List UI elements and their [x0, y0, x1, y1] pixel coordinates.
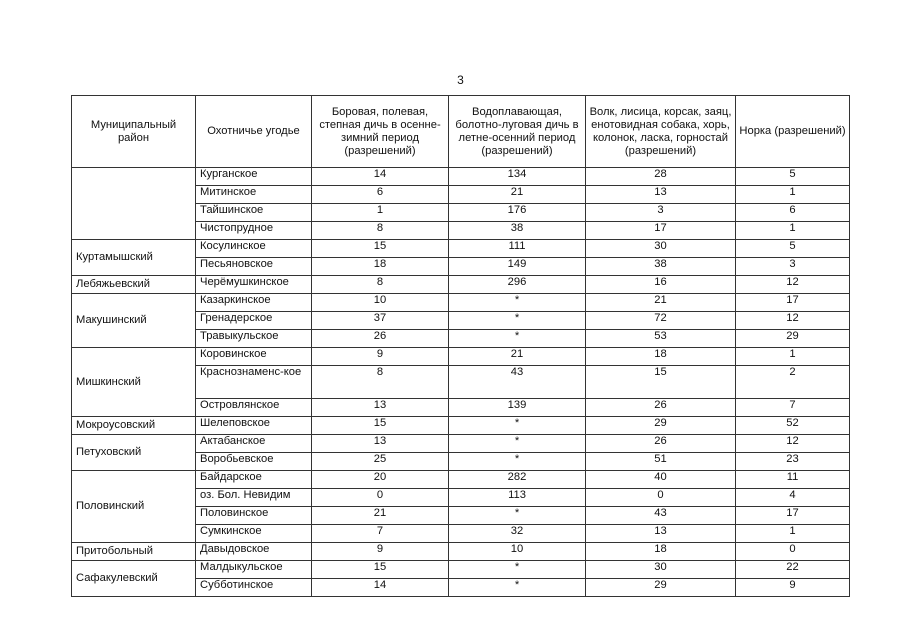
- mink-cell: 11: [736, 471, 850, 489]
- mink-cell: 22: [736, 561, 850, 579]
- upland-game-cell: 6: [312, 186, 449, 204]
- table-row: [72, 276, 850, 294]
- district-cell: [72, 168, 196, 240]
- upland-game-cell: 37: [312, 312, 449, 330]
- table-row: [72, 240, 850, 258]
- header-upland-game: Боровая, полевая, степная дичь в осенне-зимний период (разрешений): [312, 96, 449, 168]
- upland-game-cell: 21: [312, 507, 449, 525]
- upland-game-cell: 13: [312, 399, 449, 417]
- fur-animals-cell: 15: [586, 366, 736, 399]
- header-waterfowl: Водоплавающая, болотно-луговая дичь в летне-осенний период (разрешений): [449, 96, 586, 168]
- table-row: [72, 417, 850, 435]
- waterfowl-cell: *: [449, 435, 586, 453]
- hunting-ground-cell: Давыдовское: [196, 543, 312, 561]
- hunting-ground-cell: Митинское: [196, 186, 312, 204]
- table-row: [72, 543, 850, 561]
- hunting-ground-cell: Половинское: [196, 507, 312, 525]
- mink-cell: 1: [736, 348, 850, 366]
- waterfowl-cell: 282: [449, 471, 586, 489]
- district-cell: Мокроусовский: [72, 417, 196, 435]
- waterfowl-cell: *: [449, 330, 586, 348]
- upland-game-cell: 0: [312, 489, 449, 507]
- page-number: 3: [457, 73, 464, 87]
- district-cell: Куртамышский: [72, 240, 196, 276]
- mink-cell: 5: [736, 240, 850, 258]
- waterfowl-cell: 176: [449, 204, 586, 222]
- hunting-ground-cell: Островлянское: [196, 399, 312, 417]
- waterfowl-cell: *: [449, 294, 586, 312]
- mink-cell: 12: [736, 312, 850, 330]
- hunting-ground-cell: Актабанское: [196, 435, 312, 453]
- upland-game-cell: 8: [312, 222, 449, 240]
- mink-cell: 1: [736, 525, 850, 543]
- mink-cell: 3: [736, 258, 850, 276]
- table-row: [72, 561, 850, 579]
- waterfowl-cell: *: [449, 417, 586, 435]
- upland-game-cell: 14: [312, 168, 449, 186]
- header-district: Муниципальный район: [72, 96, 196, 168]
- upland-game-cell: 15: [312, 417, 449, 435]
- mink-cell: 23: [736, 453, 850, 471]
- hunting-ground-cell: Коровинское: [196, 348, 312, 366]
- hunting-ground-cell: Тайшинское: [196, 204, 312, 222]
- waterfowl-cell: 149: [449, 258, 586, 276]
- mink-cell: 29: [736, 330, 850, 348]
- waterfowl-cell: *: [449, 579, 586, 597]
- upland-game-cell: 8: [312, 276, 449, 294]
- fur-animals-cell: 40: [586, 471, 736, 489]
- upland-game-cell: 26: [312, 330, 449, 348]
- mink-cell: 12: [736, 435, 850, 453]
- mink-cell: 9: [736, 579, 850, 597]
- hunting-ground-cell: Песьяновское: [196, 258, 312, 276]
- upland-game-cell: 14: [312, 579, 449, 597]
- mink-cell: 17: [736, 507, 850, 525]
- fur-animals-cell: 30: [586, 240, 736, 258]
- fur-animals-cell: 21: [586, 294, 736, 312]
- upland-game-cell: 10: [312, 294, 449, 312]
- fur-animals-cell: 3: [586, 204, 736, 222]
- fur-animals-cell: 18: [586, 348, 736, 366]
- upland-game-cell: 9: [312, 543, 449, 561]
- mink-cell: 17: [736, 294, 850, 312]
- district-cell: Лебяжьевский: [72, 276, 196, 294]
- fur-animals-cell: 38: [586, 258, 736, 276]
- hunting-ground-cell: Субботинское: [196, 579, 312, 597]
- waterfowl-cell: 32: [449, 525, 586, 543]
- hunting-ground-cell: оз. Бол. Невидим: [196, 489, 312, 507]
- hunting-ground-cell: Малдыкульское: [196, 561, 312, 579]
- mink-cell: 12: [736, 276, 850, 294]
- fur-animals-cell: 29: [586, 579, 736, 597]
- table-row: [72, 471, 850, 489]
- waterfowl-cell: 38: [449, 222, 586, 240]
- fur-animals-cell: 29: [586, 417, 736, 435]
- hunting-ground-cell: Травыкульское: [196, 330, 312, 348]
- hunting-ground-cell: Казаркинское: [196, 294, 312, 312]
- header-hunting-ground: Охотничье угодье: [196, 96, 312, 168]
- fur-animals-cell: 28: [586, 168, 736, 186]
- hunting-ground-cell: Косулинское: [196, 240, 312, 258]
- waterfowl-cell: 113: [449, 489, 586, 507]
- upland-game-cell: 13: [312, 435, 449, 453]
- upland-game-cell: 9: [312, 348, 449, 366]
- mink-cell: 2: [736, 366, 850, 399]
- waterfowl-cell: 111: [449, 240, 586, 258]
- waterfowl-cell: 134: [449, 168, 586, 186]
- mink-cell: 0: [736, 543, 850, 561]
- fur-animals-cell: 26: [586, 435, 736, 453]
- table-row: [72, 168, 850, 186]
- fur-animals-cell: 72: [586, 312, 736, 330]
- mink-cell: 52: [736, 417, 850, 435]
- hunting-ground-cell: Шелеповское: [196, 417, 312, 435]
- table-row: [72, 348, 850, 366]
- hunting-ground-cell: Байдарское: [196, 471, 312, 489]
- waterfowl-cell: 10: [449, 543, 586, 561]
- district-cell: Мишкинский: [72, 348, 196, 417]
- table-body: [72, 168, 850, 597]
- waterfowl-cell: 296: [449, 276, 586, 294]
- waterfowl-cell: 139: [449, 399, 586, 417]
- district-cell: Петуховский: [72, 435, 196, 471]
- table-row: [72, 294, 850, 312]
- fur-animals-cell: 17: [586, 222, 736, 240]
- fur-animals-cell: 0: [586, 489, 736, 507]
- waterfowl-cell: *: [449, 453, 586, 471]
- mink-cell: 6: [736, 204, 850, 222]
- upland-game-cell: 15: [312, 561, 449, 579]
- upland-game-cell: 15: [312, 240, 449, 258]
- district-cell: Половинский: [72, 471, 196, 543]
- hunting-ground-cell: Сумкинское: [196, 525, 312, 543]
- hunting-ground-cell: Воробьевское: [196, 453, 312, 471]
- hunting-ground-cell: Чистопрудное: [196, 222, 312, 240]
- fur-animals-cell: 51: [586, 453, 736, 471]
- upland-game-cell: 8: [312, 366, 449, 399]
- table-header-row: [72, 96, 850, 168]
- waterfowl-cell: *: [449, 561, 586, 579]
- waterfowl-cell: *: [449, 312, 586, 330]
- upland-game-cell: 25: [312, 453, 449, 471]
- mink-cell: 4: [736, 489, 850, 507]
- upland-game-cell: 1: [312, 204, 449, 222]
- header-mink: Норка (разрешений): [736, 96, 850, 168]
- waterfowl-cell: *: [449, 507, 586, 525]
- hunting-ground-cell: Курганское: [196, 168, 312, 186]
- mink-cell: 7: [736, 399, 850, 417]
- district-cell: Притобольный: [72, 543, 196, 561]
- district-cell: Макушинский: [72, 294, 196, 348]
- upland-game-cell: 18: [312, 258, 449, 276]
- district-cell: Сафакулевский: [72, 561, 196, 597]
- hunting-ground-cell: Гренадерское: [196, 312, 312, 330]
- hunting-ground-cell: Черёмушкинское: [196, 276, 312, 294]
- mink-cell: 1: [736, 222, 850, 240]
- fur-animals-cell: 16: [586, 276, 736, 294]
- fur-animals-cell: 26: [586, 399, 736, 417]
- fur-animals-cell: 18: [586, 543, 736, 561]
- upland-game-cell: 20: [312, 471, 449, 489]
- waterfowl-cell: 21: [449, 348, 586, 366]
- header-fur-animals: Волк, лисица, корсак, заяц, енотовидная собака, хорь, колонок, ласка, горностай (разрешений): [586, 96, 736, 168]
- mink-cell: 5: [736, 168, 850, 186]
- fur-animals-cell: 53: [586, 330, 736, 348]
- fur-animals-cell: 30: [586, 561, 736, 579]
- hunting-ground-cell: Краснознаменс-кое: [196, 366, 312, 399]
- fur-animals-cell: 13: [586, 525, 736, 543]
- fur-animals-cell: 13: [586, 186, 736, 204]
- waterfowl-cell: 21: [449, 186, 586, 204]
- upland-game-cell: 7: [312, 525, 449, 543]
- hunting-permits-table: [71, 95, 850, 597]
- table-row: [72, 435, 850, 453]
- mink-cell: 1: [736, 186, 850, 204]
- fur-animals-cell: 43: [586, 507, 736, 525]
- waterfowl-cell: 43: [449, 366, 586, 399]
